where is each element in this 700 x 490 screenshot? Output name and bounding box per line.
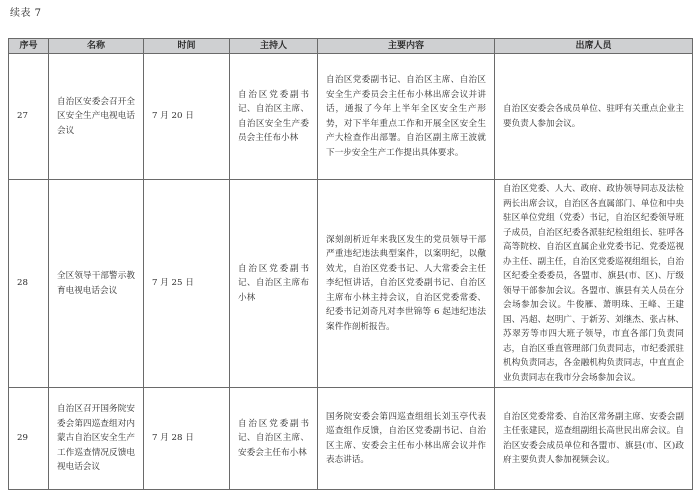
row-attendees: 自治区党委常委、自治区常务副主席、安委会副主任张建民，巡查组副组长高世民出席会议。自治区安委会成员单位和各盟市、旗县(市、区)政府主要负责人参加视频会议。 <box>495 388 693 490</box>
row-name: 自治区安委会召开全区安全生产电视电话会议 <box>49 54 144 180</box>
table-header-row <box>9 39 693 54</box>
row-time: 7 月 28 日 <box>144 388 230 490</box>
row-attendees: 自治区安委会各成员单位、驻呼有关重点企业主要负责人参加会议。 <box>495 54 693 180</box>
row-content: 国务院安委会第四巡查组组长刘玉亭代表巡查组作反馈，自治区党委副书记、自治区主席、安委会主任布小林出席会议并作表态讲话。 <box>318 388 495 490</box>
table-row <box>9 180 693 388</box>
column-header-no: 序号 <box>9 39 49 54</box>
row-host: 自治区党委副书记、自治区主席布小林 <box>230 180 318 388</box>
row-time: 7 月 20 日 <box>144 54 230 180</box>
row-content: 深刻剖析近年来我区发生的党员领导干部严重违纪违法典型案件，以案明纪，以儆效尤，自治区党委书记、人大常委会主任李纪恒讲话，自治区党委副书记、自治区主席布小林主持会议，自治区党委常委、纪委书记刘奇凡对李世锦等 6 起违纪违法案件作剖析报告。 <box>318 180 495 388</box>
row-host: 自治区党委副书记、自治区主席、安委会主任布小林 <box>230 388 318 490</box>
row-name: 全区领导干部警示教育电视电话会议 <box>49 180 144 388</box>
column-header-attendees: 出席人员 <box>495 39 693 54</box>
row-attendees: 自治区党委、人大、政府、政协领导同志及法检两长出席会议，自治区各直属部门、单位和中央驻区单位党组（党委）书记，自治区纪委领导班子成员，自治区纪委各派驻纪检组组长、驻呼各高等院校、自治区直属企业党委书记、党委巡视办主任、副主任，自治区党委巡视组组长，自治区纪委全委委员，各盟市、旗县(市、区)、厅级领导干部参加会议。各盟市、旗县有关人员在分会场参加会议。牛俊雁、萧明珠、王峰、王建国、冯超、赵明广、于新芳、刘继杰、张占林、苏翠芳等市四大班子领导，市直各部门负责同志，自治区垂直管理部门负责同志，市纪委派驻机构负责同志，各金融机构负责同志，中直直企业负责同志在我市分会场参加会议。 <box>495 180 693 388</box>
row-content: 自治区党委副书记、自治区主席、自治区安全生产委员会主任布小林出席会议并讲话，通报了今年上半年全区安全生产形势，对下半年重点工作和开展全区安全生产大检查作出部署。自治区副主席王波就下一步安全生产工作提出具体要求。 <box>318 54 495 180</box>
row-no: 29 <box>9 388 49 490</box>
column-header-host: 主持人 <box>230 39 318 54</box>
row-no: 28 <box>9 180 49 388</box>
row-host: 自治区党委副书记、自治区主席、自治区安全生产委员会主任布小林 <box>230 54 318 180</box>
table-row <box>9 388 693 490</box>
column-header-content: 主要内容 <box>318 39 495 54</box>
column-header-name: 名称 <box>49 39 144 54</box>
table-row <box>9 54 693 180</box>
row-time: 7 月 25 日 <box>144 180 230 388</box>
meetings-table <box>8 38 693 490</box>
row-name: 自治区召开国务院安委会第四巡查组对内蒙古自治区安全生产工作巡查情况反馈电视电话会议 <box>49 388 144 490</box>
row-no: 27 <box>9 54 49 180</box>
column-header-time: 时间 <box>144 39 230 54</box>
table-continued-caption: 续表 7 <box>10 8 42 19</box>
